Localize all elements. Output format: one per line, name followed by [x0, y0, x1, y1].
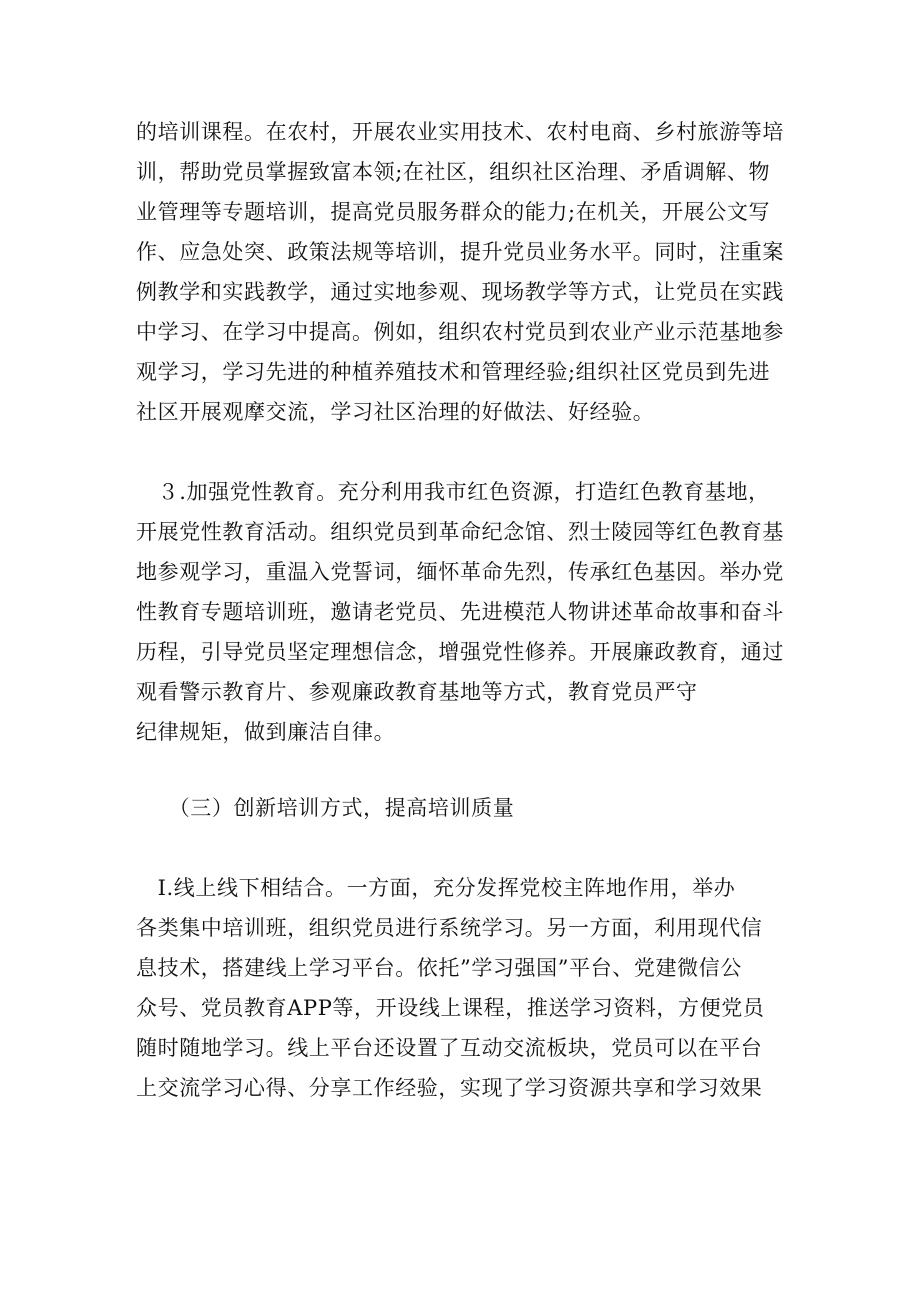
text-line: 地参观学习，重温入党誓词，缅怀革命先烈，传承红色基因。举办党 [136, 560, 784, 584]
text-line: 观学习，学习先进的种植养殖技术和管理经验;组织社区党员到先进 [136, 360, 771, 384]
paragraph-spacer [136, 752, 776, 788]
text-line: 业管理等专题培训，提高党员服务群众的能力;在机关，开展公文写 [136, 200, 771, 224]
text-line: 纪律规矩，做到廉洁自律。 [136, 720, 396, 744]
text-line: 训，帮助党员掌握致富本领;在社区，组织社区治理、矛盾调解、物 [136, 160, 771, 184]
text-line: 上交流学习心得、分享工作经验，实现了学习资源共享和学习效果 [136, 1076, 763, 1100]
paragraph-spacer [136, 432, 776, 472]
section-heading-text: （三）创新培训方式，提高培训质量 [136, 796, 515, 820]
text-line: 各类集中培训班，组织党员进行系统学习。另一方面，利用现代信 [136, 916, 763, 940]
text-line: 观看警示教育片、参观廉政教育基地等方式，教育党员严守 [136, 680, 698, 704]
text-line: 众号、党员教育APP等，开设线上课程，推送学习资料，方便党员 [136, 996, 765, 1020]
text-line: 社区开展观摩交流，学习社区治理的好做法、好经验。 [136, 400, 655, 424]
text-line: I.线上线下相结合。一方面，充分发挥党校主阵地作用，举办 [136, 876, 736, 900]
text-line: ３.加强党性教育。充分利用我市红色资源，打造红色教育基地， [136, 480, 770, 504]
paragraph-training-courses [136, 112, 784, 432]
document-body [136, 112, 784, 1108]
text-line: 性教育专题培训班，邀请老党员、先进模范人物讲述革命故事和奋斗 [136, 600, 784, 624]
text-line: 随时随地学习。线上平台还设置了互动交流板块，党员可以在平台 [136, 1036, 763, 1060]
text-line: 例教学和实践教学，通过实地参观、现场教学等方式，让党员在实践 [136, 280, 784, 304]
text-line: 息技术，搭建线上学习平台。依托”学习强国”平台、党建微信公 [136, 956, 742, 980]
text-line: 作、应急处突、政策法规等培训，提升党员业务水平。同时，注重案 [136, 240, 784, 264]
paragraph-party-spirit-education [136, 472, 784, 752]
paragraph-spacer [136, 828, 776, 868]
text-line: 中学习、在学习中提高。例如，组织农村党员到农业产业示范基地参 [136, 320, 784, 344]
text-line: 历程，引导党员坚定理想信念，增强党性修养。开展廉政教育，通过 [136, 640, 784, 664]
paragraph-online-offline [136, 868, 776, 1108]
section-heading [136, 788, 776, 828]
text-line: 开展党性教育活动。组织党员到革命纪念馆、烈士陵园等红色教育基 [136, 520, 784, 544]
text-line: 的培训课程。在农村，开展农业实用技术、农村电商、乡村旅游等培 [136, 120, 784, 144]
